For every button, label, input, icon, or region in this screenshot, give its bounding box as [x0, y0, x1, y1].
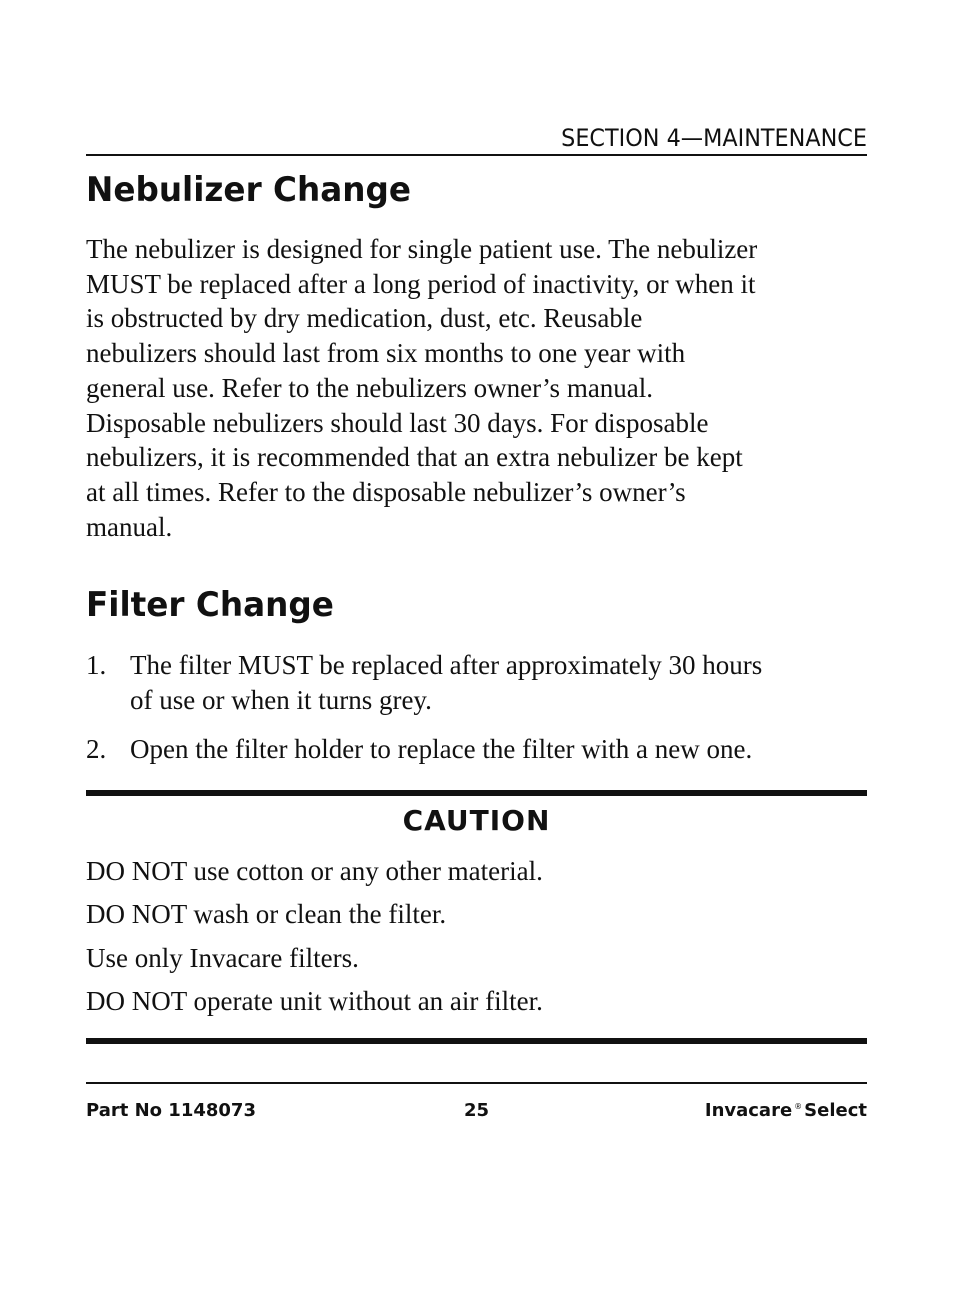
nebulizer-line: is obstructed by dry medication, dust, etc. Reusable	[86, 303, 643, 334]
product-name: Select	[804, 1100, 867, 1121]
footer-rule	[86, 1082, 867, 1084]
part-number: Part No 1148073	[86, 1100, 256, 1121]
caution-title: CAUTION	[402, 804, 551, 837]
nebulizer-line: manual.	[86, 511, 173, 542]
nebulizer-line: Disposable nebulizers should last 30 days. For disposable	[86, 407, 709, 438]
caution-bottom-rule	[86, 1038, 867, 1044]
caution-item: DO NOT use cotton or any other material.	[86, 856, 543, 886]
list-item	[86, 648, 876, 717]
step-text-line: of use or when it turns grey.	[130, 684, 432, 715]
registered-mark: ®	[794, 1102, 803, 1111]
brand-name: Invacare	[704, 1100, 793, 1121]
nebulizer-line: general use. Refer to the nebulizers owner’s manual.	[86, 372, 654, 403]
caution-item: DO NOT operate unit without an air filter.	[86, 986, 543, 1016]
step-text-line: The filter MUST be replaced after approximately 30 hours	[130, 650, 763, 680]
caution-top-rule	[86, 790, 867, 796]
caution-item: Use only Invacare filters.	[86, 943, 359, 973]
nebulizer-line: at all times. Refer to the disposable nebulizer’s owner’s	[86, 476, 686, 507]
step-number: 1.	[86, 650, 107, 680]
nebulizer-line: The nebulizer is designed for single patient use. The nebulizer	[86, 234, 758, 264]
header-rule	[86, 154, 867, 156]
nebulizer-paragraph	[86, 232, 876, 544]
step-text-line: Open the filter holder to replace the filter with a new one.	[130, 734, 753, 764]
nebulizer-line: nebulizers, it is recommended that an extra nebulizer be kept	[86, 442, 743, 473]
page-number: 25	[463, 1100, 490, 1121]
nebulizer-line: MUST be replaced after a long period of inactivity, or when it	[86, 268, 756, 299]
filter-steps-list	[86, 648, 876, 767]
document-page	[86, 0, 867, 1301]
filter-change-heading: Filter Change	[86, 585, 334, 625]
list-item	[86, 732, 876, 767]
section-header: SECTION 4—MAINTENANCE	[561, 124, 867, 152]
step-number: 2.	[86, 734, 107, 764]
brand-product	[705, 1100, 867, 1121]
caution-item: DO NOT wash or clean the filter.	[86, 899, 447, 929]
nebulizer-line: nebulizers should last from six months to one year with	[86, 338, 686, 369]
nebulizer-change-heading: Nebulizer Change	[86, 170, 411, 210]
